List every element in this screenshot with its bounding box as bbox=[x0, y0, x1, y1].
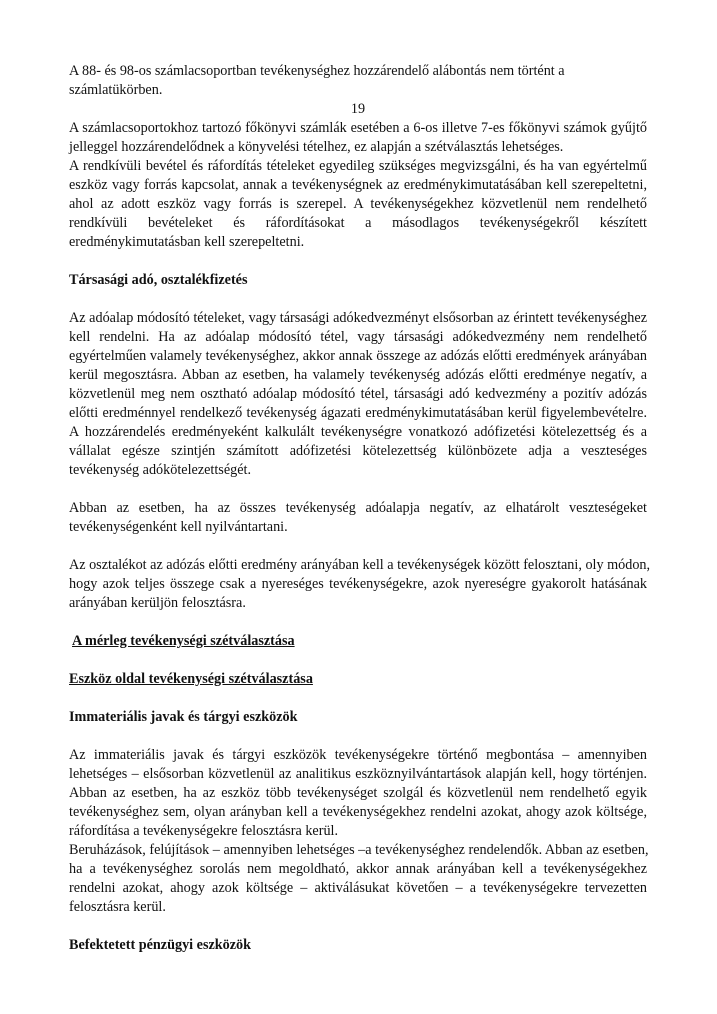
paragraph-line: Abban az esetben, ha az eszköz több tevékenységet szolgál és közvetlenül nem rendelhető egyik bbox=[69, 785, 647, 801]
paragraph-line: felosztásra kerül. bbox=[69, 899, 166, 915]
heading-balance-sheet: A mérleg tevékenységi szétválasztása bbox=[72, 633, 295, 649]
paragraph-line: kerül megosztásra. Abban az esetben, ha valamely tevékenység adózás előtti eredménye negatív, a bbox=[69, 367, 647, 383]
paragraph-line: A számlacsoportokhoz tartozó főkönyvi számlák esetében a 6-os illetve 7-es főkönyvi számok gyűjtő bbox=[69, 120, 647, 136]
paragraph-tax bbox=[69, 309, 647, 480]
intro-line-1: A 88- és 98-os számlacsoportban tevékenységhez hozzárendelő alábontás nem történt a bbox=[69, 63, 565, 79]
paragraph-line: egyértelműen valamely tevékenységhez, akkor annak összege az adózás előtti eredmények arányában bbox=[69, 348, 647, 364]
paragraph-line: vállalat egésze szintjén számított adófizetési kötelezettség különbözete adja a veszteséges bbox=[69, 443, 647, 459]
paragraph-line: rendkívüli bevételeket és ráfordításokat a másodlagos tevékenységekről készített bbox=[69, 215, 647, 231]
paragraph-line: Abban az esetben, ha az összes tevékenység adóalapja negatív, az elhatárolt veszteségeket bbox=[69, 500, 647, 516]
paragraph-line: tevékenységhez sem, olyan arányban kell a tevékenységekhez rendelni azokat, ahogy azok költsége, bbox=[69, 804, 647, 820]
paragraph-extraordinary bbox=[69, 157, 647, 252]
paragraph-line: lehetséges – elsősorban közvetlenül az analitikus eszköznyilvántartások alapján kell, hogy történjen. bbox=[69, 766, 647, 782]
heading-intangible-assets: Immateriális javak és tárgyi eszközök bbox=[69, 709, 298, 725]
heading-tax: Társasági adó, osztalékfizetés bbox=[69, 272, 248, 288]
paragraph-line: Az immateriális javak és tárgyi eszközök tevékenységekre történő megbontása – amennyiben bbox=[69, 747, 647, 763]
paragraph-line: közvetlenül meg nem osztható adóalap módosító tétel, társasági adó kedvezmény a pozitív adózás bbox=[69, 386, 647, 402]
paragraph-line: tevékenységenként kell nyilvántartani. bbox=[69, 519, 288, 535]
paragraph-line: ahol az adott eszköz vagy forrás is szerepel. A tevékenységekhez közvetlenül nem rendelhető bbox=[69, 196, 647, 212]
paragraph-dividend bbox=[69, 556, 651, 613]
page-number: 19 bbox=[350, 101, 366, 117]
paragraph-accounts bbox=[69, 119, 647, 157]
paragraph-line: Az adóalap módosító tételeket, vagy társasági adókedvezményt elsősorban az érintett tevékenységhez bbox=[69, 310, 647, 326]
paragraph-line: eredménykimutatásban kell szerepeltetni. bbox=[69, 234, 305, 250]
paragraph-line: Beruházások, felújítások – amennyiben lehetséges –a tevékenységhez rendelendők. Abban az esetben, bbox=[69, 842, 649, 858]
paragraph-line: A hozzárendelés eredményeként kalkulált tevékenységre vonatkozó adófizetési kötelezettség és a bbox=[69, 424, 647, 440]
paragraph-line: rendelni azokat, ahogy azok költsége – aktiválásukat követően – a tevékenységekre tervezetten bbox=[69, 880, 647, 896]
paragraph-line: ráfordítása a tevékenységekre felosztásra kerül. bbox=[69, 823, 339, 839]
intro-line-2: számlatükörben. bbox=[69, 82, 163, 98]
heading-asset-side: Eszköz oldal tevékenységi szétválasztása bbox=[69, 671, 313, 687]
paragraph-line: Az osztalékot az adózás előtti eredmény arányában kell a tevékenységek között felosztani, oly módon, bbox=[69, 557, 651, 573]
paragraph-negative-base bbox=[69, 499, 647, 537]
paragraph-line: eszköz vagy forrás kapcsolat, annak a tevékenységnek az eredménykimutatásában kell szerepeltetni, bbox=[69, 177, 647, 193]
heading-financial-assets: Befektetett pénzügyi eszközök bbox=[69, 937, 252, 953]
paragraph-line: tevékenység adókötelezettségét. bbox=[69, 462, 251, 478]
paragraph-line: jelleggel hozzárendelődnek a könyvelési tételhez, ez alapján a szétválasztás lehetséges. bbox=[69, 139, 564, 155]
document-page bbox=[69, 62, 651, 955]
paragraph-investments bbox=[69, 841, 647, 917]
paragraph-line: ha a tevékenységhez sorolás nem megoldható, akkor annak arányában kell a tevékenységekhez bbox=[69, 861, 647, 877]
paragraph-line: kell rendelni. Ha az adóalap módosító tétel, vagy társasági adókedvezmény nem rendelhető bbox=[69, 329, 647, 345]
paragraph-intangible bbox=[69, 746, 647, 841]
paragraph-line: arányában kerüljön felosztásra. bbox=[69, 595, 246, 611]
paragraph-line: hogy azok teljes összege csak a nyereséges tevékenységekre, azok nyereségre gyakorolt hatásának bbox=[69, 576, 647, 592]
paragraph-line: A rendkívüli bevétel és ráfordítás tételeket egyedileg szükséges megvizsgálni, és ha van egyértelmű bbox=[69, 158, 647, 174]
paragraph-line: előtti eredménnyel rendelkező tevékenység ágazati eredménykimutatásában kerül figyelembevételre. bbox=[69, 405, 647, 421]
